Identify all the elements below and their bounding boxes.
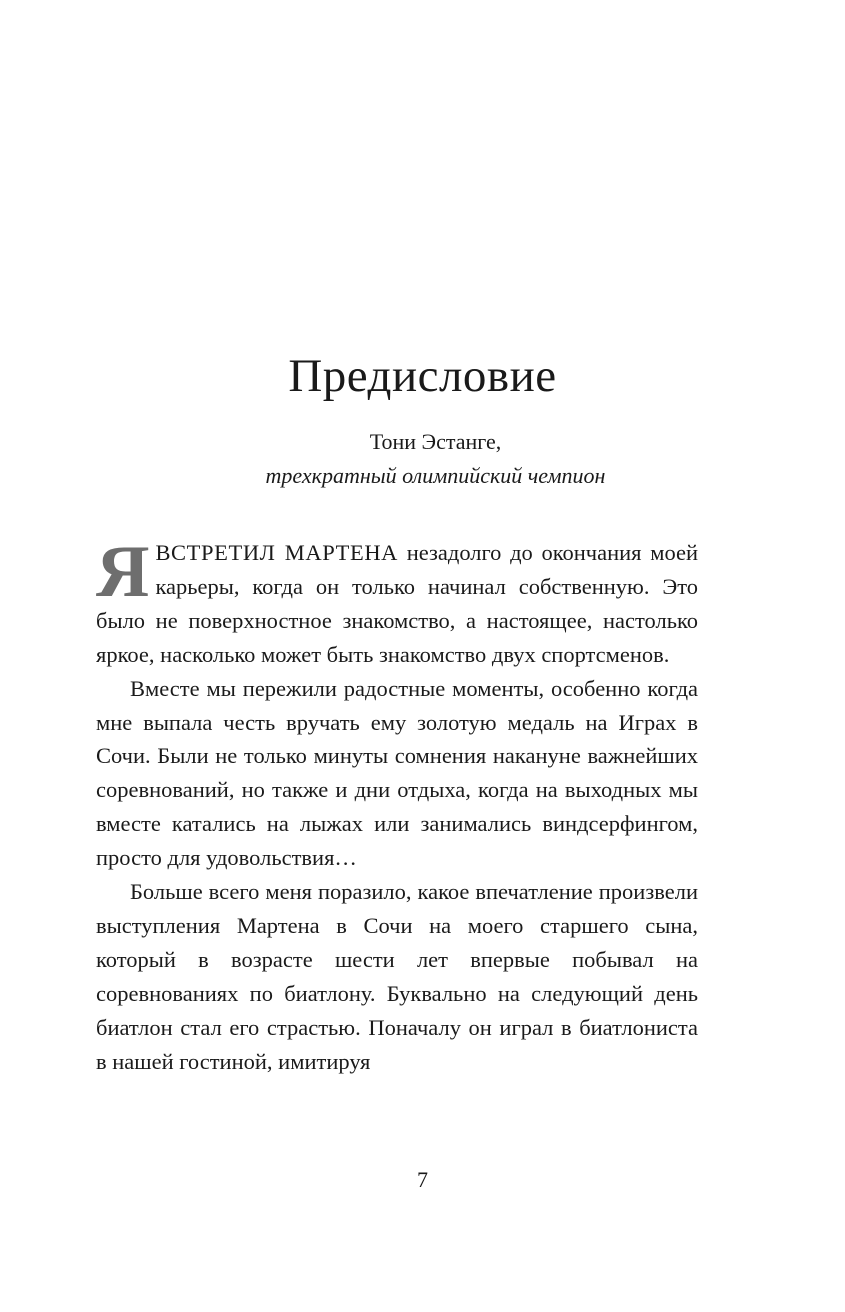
foreword-author-name: Тони Эстанге, xyxy=(369,429,502,454)
paragraph-2: Вместе мы пережили радостные моменты, особенно когда мне выпала честь вручать ему золотую медаль на Играх в Сочи. Были не только минуты сомнения накануне важнейших соревнований, но также и дни отдыха, когда на выходных мы вместе катались на лыжах или занимались виндсерфингом, просто для удовольствия… xyxy=(96,675,698,871)
foreword-author-title: трехкратный олимпийский чемпион xyxy=(265,463,606,488)
paragraph-1-text: незадолго до окончания моей карьеры, когда он только начинал собственную. Это было не поверхностное знакомство, а настоящее, настолько яркое, насколько может быть знакомство двух спортсменов. xyxy=(96,540,698,667)
page-number: 7 xyxy=(417,1167,428,1192)
paragraph-3: Больше всего меня поразило, какое впечатление произвели выступления Мартена в Сочи на моего старшего сына, который в возрасте шести лет впервые побывал на соревнованиях по биатлону. Буквально на следующий день биатлон стал его страстью. Поначалу он играл в биатлониста в нашей гостиной, имитируя xyxy=(96,879,698,1074)
body-text xyxy=(96,531,698,1079)
drop-cap: Я xyxy=(96,531,150,613)
chapter-title: Предисловие xyxy=(288,350,557,402)
paragraph-1 xyxy=(96,531,698,672)
lead-in: ВСТРЕТИЛ МАРТЕНА xyxy=(155,540,399,565)
